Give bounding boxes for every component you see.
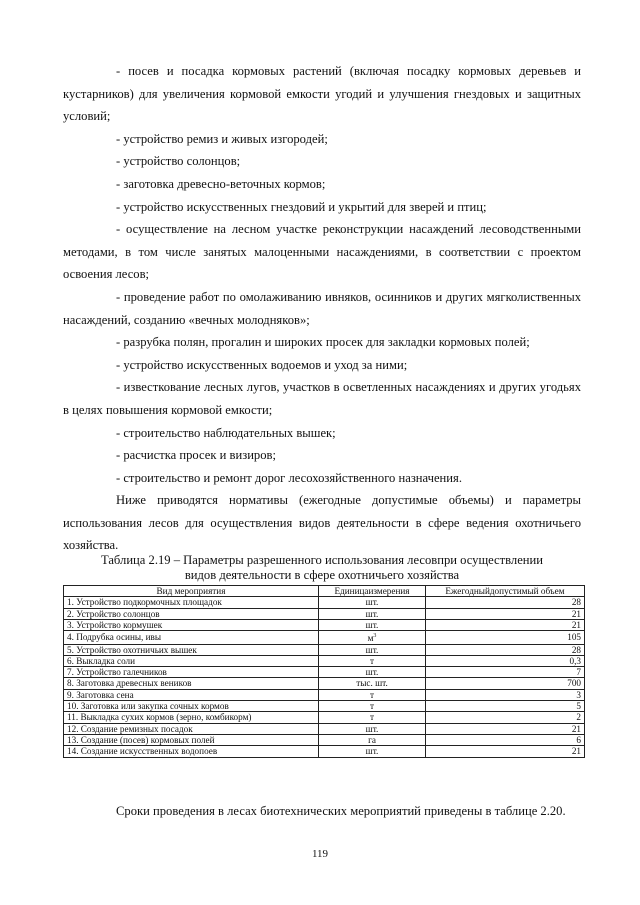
- table-row: [64, 655, 585, 666]
- cell-unit: т: [319, 712, 426, 723]
- unit-text: м: [367, 633, 374, 644]
- header-cell: Ежегодныйдопустимый объем: [426, 586, 585, 597]
- cell-value: 21: [426, 746, 585, 757]
- table-row: [64, 701, 585, 712]
- paragraph: - устройство искусственных водоемов и уход за ними;: [116, 357, 408, 372]
- cell-value: 21: [426, 723, 585, 734]
- cell-name: 12. Создание ремизных посадок: [64, 723, 319, 734]
- cell-value: 28: [426, 644, 585, 655]
- page-number: 119: [311, 848, 329, 860]
- cell-value: 3: [426, 689, 585, 700]
- body-text: [63, 60, 581, 557]
- cell-unit: т: [319, 689, 426, 700]
- cell-unit: шт.: [319, 746, 426, 757]
- cell-name: 6. Выкладка соли: [64, 655, 319, 666]
- table-header-row: [64, 586, 585, 597]
- table-row: [64, 746, 585, 757]
- parameters-table: [63, 585, 585, 758]
- cell-unit: т: [319, 701, 426, 712]
- paragraph: - проведение работ по омолаживанию ивняков, осинников и других мягколиственных насаждений, созданию «вечных молодняков»;: [63, 289, 581, 327]
- cell-value: 2: [426, 712, 585, 723]
- paragraph: - расчистка просек и визиров;: [116, 448, 276, 463]
- table-row: [64, 723, 585, 734]
- paragraph: - устройство ремиз и живых изгородей;: [116, 131, 328, 146]
- table-caption-line: Таблица 2.19 – Параметры разрешенного использования лесовпри осуществлении: [100, 553, 544, 567]
- after-table-paragraph: Сроки проведения в лесах биотехнических мероприятий приведены в таблице 2.20.: [116, 804, 566, 818]
- table-body: [64, 597, 585, 757]
- paragraph: - устройство солонцов;: [116, 154, 241, 169]
- table-row: [64, 619, 585, 630]
- cell-name: 1. Устройство подкормочных площадок: [64, 597, 319, 608]
- cell-unit: га: [319, 734, 426, 745]
- cell-unit: тыс. шт.: [319, 678, 426, 689]
- cell-unit: шт.: [319, 597, 426, 608]
- cell-name: 10. Заготовка или закупка сочных кормов: [64, 701, 319, 712]
- cell-unit: шт.: [319, 608, 426, 619]
- cell-name: 2. Устройство солонцов: [64, 608, 319, 619]
- table-caption: [63, 553, 581, 583]
- cell-unit: шт.: [319, 619, 426, 630]
- paragraph: - посев и посадка кормовых растений (включая посадку кормовых деревьев и кустарников) для увеличения кормовой емкости угодий и улучшения гнездовых и защитных условий;: [63, 64, 581, 124]
- cell-value: 7: [426, 667, 585, 678]
- table-row: [64, 734, 585, 745]
- cell-name: 14. Создание искусственных водопоев: [64, 746, 319, 757]
- cell-name: 5. Устройство охотничьих вышек: [64, 644, 319, 655]
- paragraph: - известкование лесных лугов, участков в осветленных насаждениях и других угодьях в целях повышения кормовой емкости;: [63, 380, 581, 417]
- cell-value: 21: [426, 619, 585, 630]
- table-row: [64, 689, 585, 700]
- table-row: [64, 678, 585, 689]
- header-cell: Единицаизмерения: [319, 586, 426, 597]
- header-cell: Вид мероприятия: [64, 586, 319, 597]
- cell-value: 28: [426, 597, 585, 608]
- paragraph: - разрубка полян, прогалин и широких просек для закладки кормовых полей;: [116, 335, 530, 350]
- cell-unit: [319, 631, 426, 644]
- cell-value: 0,3: [426, 655, 585, 666]
- cell-value: 105: [426, 631, 585, 644]
- unit-superscript: 3: [373, 633, 377, 640]
- paragraph: - заготовка древесно-веточных кормов;: [116, 176, 326, 191]
- cell-value: 700: [426, 678, 585, 689]
- cell-unit: т: [319, 655, 426, 666]
- table-row: [64, 644, 585, 655]
- cell-name: 11. Выкладка сухих кормов (зерно, комбикорм): [64, 712, 319, 723]
- cell-value: 6: [426, 734, 585, 745]
- cell-name: 3. Устройство кормушек: [64, 619, 319, 630]
- cell-unit: шт.: [319, 723, 426, 734]
- table-row: [64, 712, 585, 723]
- paragraph: - осуществление на лесном участке реконструкции насаждений лесоводственными методами, в том числе занятых малоценными насаждениями, в соответствии с проектом освоения лесов;: [63, 222, 581, 282]
- paragraph: - строительство и ремонт дорог лесохозяйственного назначения.: [116, 470, 462, 485]
- table-row: [64, 631, 585, 644]
- cell-name: 8. Заготовка древесных веников: [64, 678, 319, 689]
- cell-unit: шт.: [319, 644, 426, 655]
- table-row: [64, 667, 585, 678]
- cell-name: 4. Подрубка осины, ивы: [64, 631, 319, 644]
- paragraph: - устройство искусственных гнездовий и укрытий для зверей и птиц;: [116, 199, 487, 214]
- table-row: [64, 597, 585, 608]
- paragraph: Ниже приводятся нормативы (ежегодные допустимые объемы) и параметры использования лесов для осуществления видов деятельности в сфере ведения охотничьего хозяйства.: [63, 493, 581, 553]
- cell-name: 9. Заготовка сена: [64, 689, 319, 700]
- cell-value: 21: [426, 608, 585, 619]
- table-row: [64, 608, 585, 619]
- paragraph: - строительство наблюдательных вышек;: [116, 425, 336, 440]
- table-caption-line: видов деятельности в сфере охотничьего хозяйства: [184, 568, 460, 582]
- cell-name: 13. Создание (посев) кормовых полей: [64, 734, 319, 745]
- cell-value: 5: [426, 701, 585, 712]
- cell-name: 7. Устройство галечников: [64, 667, 319, 678]
- cell-unit: шт.: [319, 667, 426, 678]
